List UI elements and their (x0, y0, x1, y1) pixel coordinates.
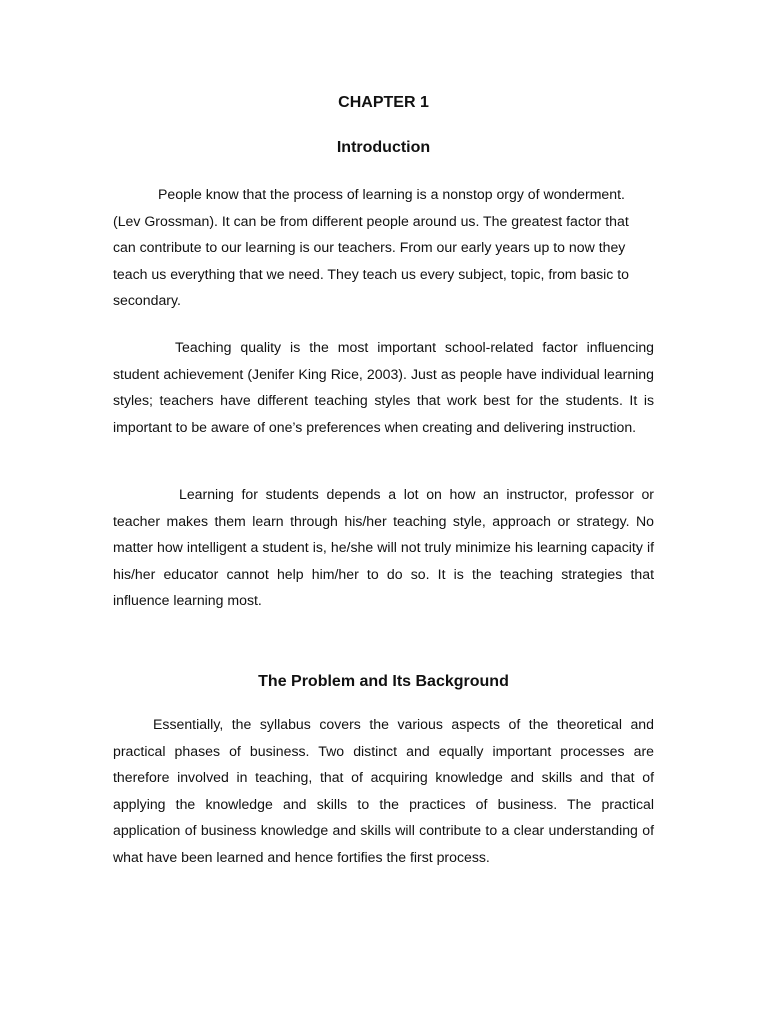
introduction-paragraph-2: Teaching quality is the most important school-related factor influencing student achievement (Jenifer King Rice, 2003). Just as people have individual learning styles; teachers have different teaching styles that work best for the students. It is important to be aware of one’s preferences when creating and delivering instruction. (113, 339, 654, 435)
document-page (113, 0, 654, 1024)
problem-background-heading: The Problem and Its Background (258, 673, 509, 690)
introduction-paragraph-1: People know that the process of learning is a nonstop orgy of wonderment. (Lev Grossman). It can be from different people around us. The greatest factor that can contribute to our learning is our teachers. From our early years up to now they teach us everything that we need. They teach us every subject, topic, from basic to secondary. (113, 186, 630, 309)
background-paragraph-1: Essentially, the syllabus covers the various aspects of the theoretical and practical phases of business. Two distinct and equally important processes are therefore involved in teaching, that of acquiring knowledge and skills and that of applying the knowledge and skills to the practices of business. The practical application of business knowledge and skills will contribute to a clear understanding of what have been learned and hence fortifies the first process. (113, 716, 654, 865)
chapter-label: CHAPTER 1 (338, 94, 429, 111)
introduction-paragraph-3: Learning for students depends a lot on how an instructor, professor or teacher makes them learn through his/her teaching style, approach or strategy. No matter how intelligent a student is, he/she will not truly minimize his learning capacity if his/her educator cannot help him/her to do so. It is the teaching strategies that influence learning most. (113, 486, 654, 609)
introduction-heading: Introduction (336, 139, 431, 156)
